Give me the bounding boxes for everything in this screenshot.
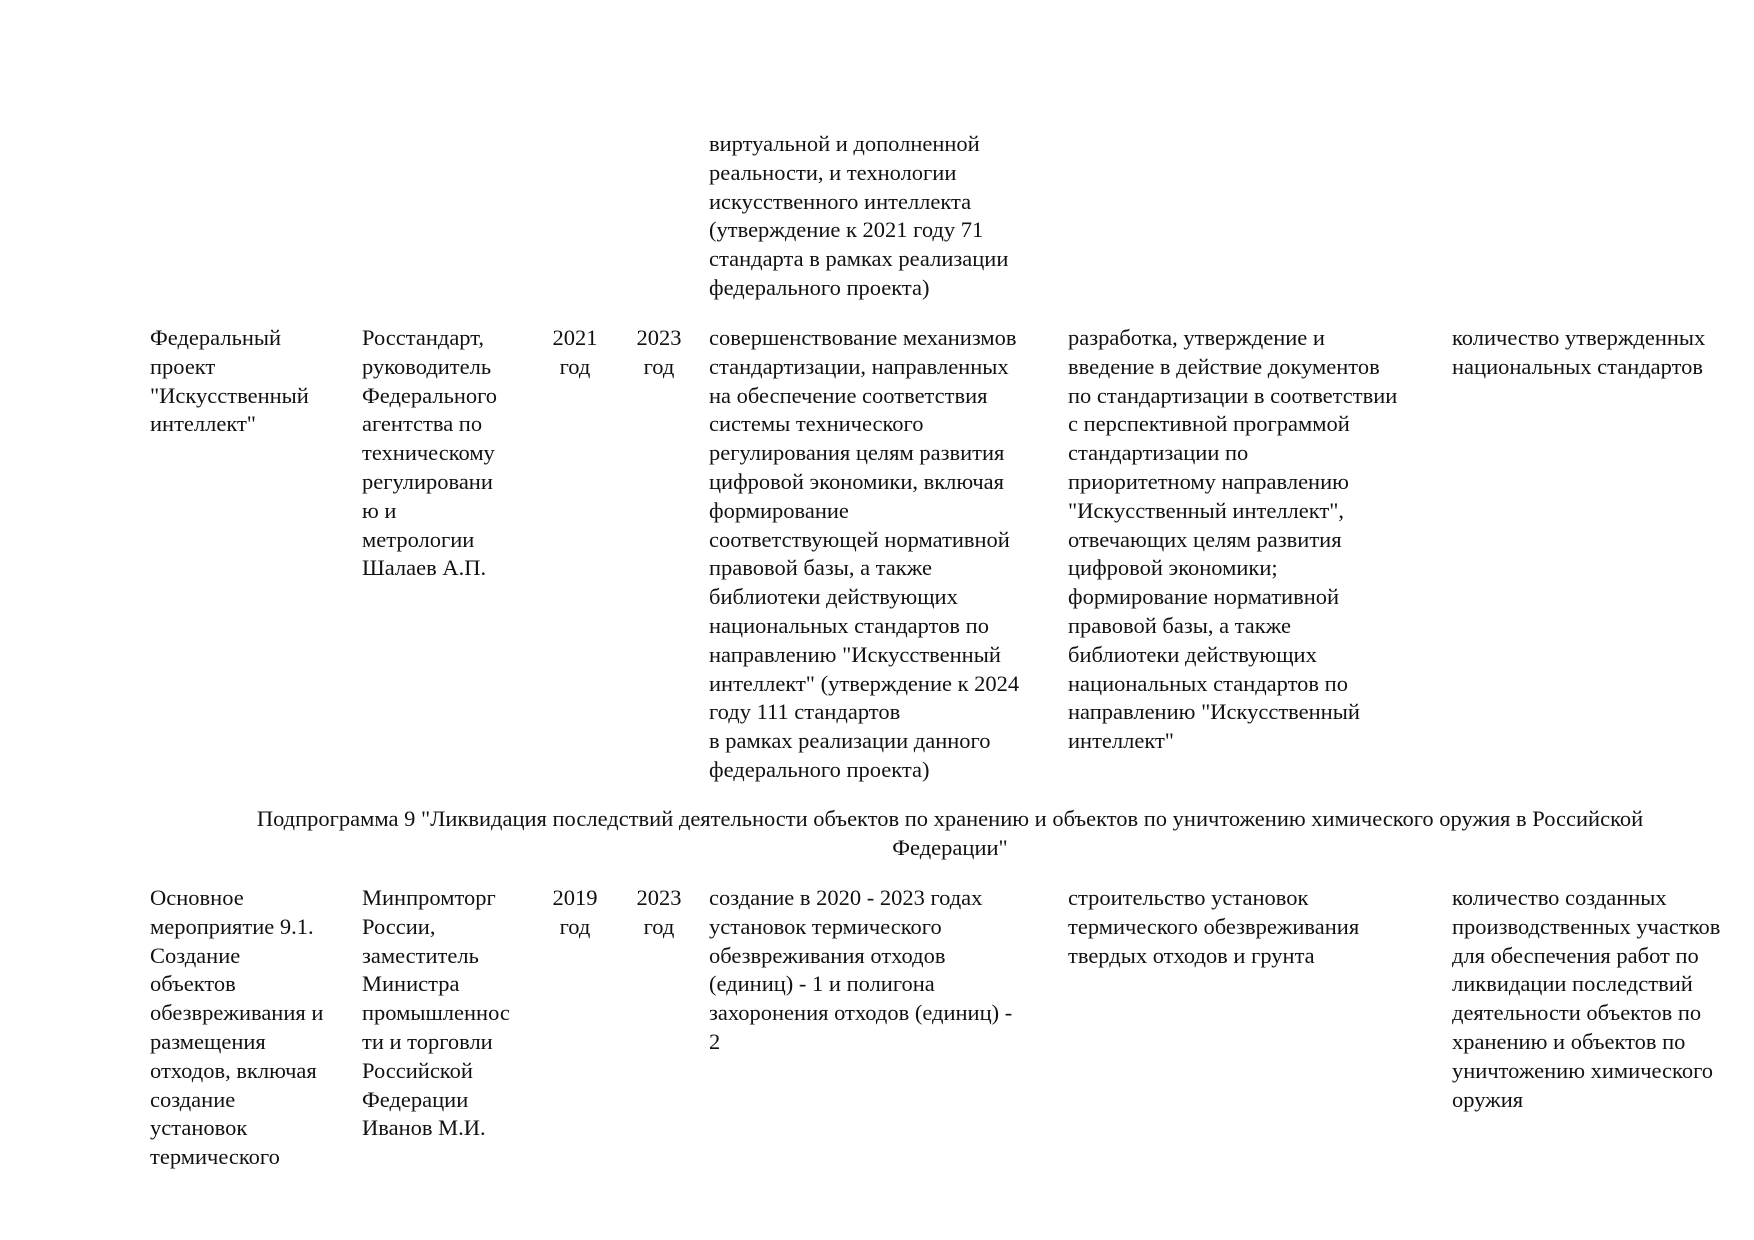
row-9-1-expected-result-line: создание в 2020 - 2023 годах (709, 885, 983, 910)
row-ai-name (150, 324, 309, 439)
row-ai-expected-result-line: федерального проекта) (709, 756, 930, 782)
row-9-1-expected-result-line: захоронения отходов (единиц) - (709, 1000, 1013, 1026)
row-9-1-start-year-line: год (559, 913, 591, 939)
subprogram-9-heading-line: Федерации" (892, 834, 1008, 860)
continuation-result-text-line: реальности, и технологии (709, 159, 957, 185)
subprogram-9-heading-line: Подпрограмма 9 "Ликвидация последствий деятельности объектов по хранению и объектов по уничтожению химического оружия в Российской (256, 806, 1644, 831)
continuation-result-text-line: виртуальной и дополненной (709, 131, 980, 156)
row-ai-expected-result-line: системы технического (709, 411, 924, 437)
row-9-1-activities-line: строительство установок (1068, 885, 1309, 910)
row-ai-expected-result-line: библиотеки действующих (709, 584, 958, 610)
row-9-1-responsible-line: Федерации (362, 1086, 469, 1112)
row-9-1-responsible-line: Министра (362, 971, 460, 997)
row-ai-name-line: Федеральный (150, 325, 282, 350)
row-ai-expected-result-line: регулирования целям развития (709, 440, 1005, 466)
continuation-result-text (709, 130, 1008, 303)
row-ai-activities-line: с перспективной программой (1068, 411, 1350, 437)
row-ai-activities (1068, 324, 1397, 756)
continuation-result-text-line: искусственного интеллекта (709, 188, 972, 214)
row-9-1-end-year (629, 884, 689, 942)
row-ai-name-line: проект (150, 353, 216, 379)
row-9-1-indicator-line: деятельности объектов по (1452, 1000, 1702, 1026)
row-9-1-responsible-line: Иванов М.И. (362, 1115, 486, 1141)
row-9-1-start-year (545, 884, 605, 942)
row-ai-name-line: интеллект" (150, 411, 256, 437)
row-9-1-name-line: термического (150, 1144, 280, 1170)
row-9-1-name-line: установок (150, 1115, 248, 1141)
row-9-1-expected-result-line: 2 (709, 1028, 721, 1054)
row-ai-start-year-line: год (559, 353, 591, 379)
row-ai-expected-result-line: в рамках реализации данного (709, 728, 991, 754)
row-9-1-start-year-line: 2019 (552, 885, 598, 910)
row-9-1-responsible-line: промышленнос (362, 1000, 510, 1026)
row-ai-activities-line: национальных стандартов по (1068, 670, 1348, 696)
row-ai-activities-line: разработка, утверждение и (1068, 325, 1325, 350)
row-9-1-responsible (362, 884, 510, 1143)
row-ai-indicator-line: национальных стандартов (1452, 353, 1704, 379)
row-ai-expected-result-line: направлению "Искусственный (709, 641, 1001, 667)
row-9-1-indicator-line: количество созданных (1452, 885, 1667, 910)
row-ai-expected-result-line: совершенствование механизмов (709, 325, 1017, 350)
row-ai-activities-line: направлению "Искусственный (1068, 699, 1360, 725)
row-9-1-activities-line: твердых отходов и грунта (1068, 942, 1315, 968)
row-ai-indicator-line: количество утвержденных (1452, 325, 1706, 350)
row-ai-start-year-line: 2021 (552, 325, 598, 350)
row-ai-expected-result-line: стандартизации, направленных (709, 353, 1009, 379)
row-9-1-indicator-line: производственных участков (1452, 913, 1721, 939)
row-ai-activities-line: библиотеки действующих (1068, 641, 1317, 667)
row-ai-end-year (629, 324, 689, 382)
row-ai-responsible-line: Росстандарт, (362, 325, 485, 350)
row-9-1-indicator-line: уничтожению химического (1452, 1057, 1714, 1083)
row-ai-responsible (362, 324, 497, 583)
row-ai-activities-line: "Искусственный интеллект", (1068, 497, 1345, 523)
row-ai-indicator (1452, 324, 1705, 382)
row-ai-activities-line: стандартизации по (1068, 440, 1249, 466)
row-ai-start-year (545, 324, 605, 382)
row-ai-activities-line: формирование нормативной (1068, 584, 1340, 610)
row-ai-expected-result-line: интеллект" (утверждение к 2024 (709, 670, 1020, 696)
row-9-1-responsible-line: заместитель (362, 942, 479, 968)
row-9-1-indicator-line: оружия (1452, 1086, 1524, 1112)
row-ai-name-line: "Искусственный (150, 382, 309, 408)
row-ai-responsible-line: регулировани (362, 468, 493, 494)
row-ai-activities-line: приоритетному направлению (1068, 468, 1349, 494)
row-ai-responsible-line: метрологии (362, 526, 475, 552)
row-9-1-name-line: Основное (150, 885, 244, 910)
row-ai-expected-result-line: формирование (709, 497, 849, 523)
row-9-1-responsible-line: Российской (362, 1057, 473, 1083)
row-ai-activities-line: цифровой экономики; (1068, 555, 1278, 581)
row-9-1-name-line: размещения (150, 1028, 266, 1054)
row-ai-expected-result-line: соответствующей нормативной (709, 526, 1010, 552)
row-ai-activities-line: отвечающих целям развития (1068, 526, 1342, 552)
row-ai-responsible-line: агентства по (362, 411, 483, 437)
row-ai-expected-result-line: национальных стандартов по (709, 612, 989, 638)
row-ai-expected-result-line: году 111 стандартов (709, 699, 901, 725)
row-9-1-name-line: обезвреживания и (150, 1000, 324, 1026)
row-ai-expected-result-line: на обеспечение соответствия (709, 382, 988, 408)
row-9-1-indicator-line: хранению и объектов по (1452, 1028, 1686, 1054)
row-9-1-name (150, 884, 323, 1172)
continuation-result-text-line: стандарта в рамках реализации (709, 246, 1009, 272)
row-ai-activities-line: правовой базы, а также (1068, 612, 1291, 638)
continuation-result-text-line: (утверждение к 2021 году 71 (709, 217, 984, 243)
subprogram-9-heading (150, 805, 1750, 863)
row-9-1-indicator-line: для обеспечения работ по (1452, 942, 1699, 968)
row-ai-expected-result-line: правовой базы, а также (709, 555, 932, 581)
row-9-1-name-line: создание (150, 1086, 236, 1112)
row-ai-end-year-line: год (643, 353, 675, 379)
row-9-1-responsible-line: ти и торговли (362, 1028, 493, 1054)
row-ai-activities-line: интеллект" (1068, 728, 1174, 754)
row-9-1-name-line: Создание (150, 942, 241, 968)
row-ai-responsible-line: ю и (362, 497, 397, 523)
row-9-1-activities (1068, 884, 1359, 970)
row-ai-expected-result-line: цифровой экономики, включая (709, 468, 1004, 494)
row-9-1-expected-result (709, 884, 1012, 1057)
row-9-1-end-year-line: год (643, 913, 675, 939)
row-9-1-indicator-line: ликвидации последствий (1452, 971, 1693, 997)
row-ai-responsible-line: руководитель (362, 353, 492, 379)
row-ai-activities-line: введение в действие документов (1068, 353, 1380, 379)
row-9-1-end-year-line: 2023 (636, 885, 682, 910)
row-9-1-name-line: мероприятие 9.1. (150, 913, 314, 939)
row-9-1-responsible-line: Минпромторг (362, 885, 496, 910)
row-9-1-expected-result-line: установок термического (709, 913, 942, 939)
continuation-result-text-line: федерального проекта) (709, 274, 930, 300)
row-ai-responsible-line: техническому (362, 440, 495, 466)
row-9-1-expected-result-line: (единиц) - 1 и полигона (709, 971, 935, 997)
row-9-1-responsible-line: России, (362, 913, 436, 939)
row-9-1-activities-line: термического обезвреживания (1068, 913, 1360, 939)
row-ai-activities-line: по стандартизации в соответствии (1068, 382, 1398, 408)
row-ai-end-year-line: 2023 (636, 325, 682, 350)
row-ai-responsible-line: Шалаев А.П. (362, 555, 487, 581)
row-9-1-expected-result-line: обезвреживания отходов (709, 942, 946, 968)
row-ai-responsible-line: Федерального (362, 382, 498, 408)
row-9-1-name-line: объектов (150, 971, 236, 997)
row-9-1-indicator (1452, 884, 1720, 1114)
row-9-1-name-line: отходов, включая (150, 1057, 317, 1083)
row-ai-expected-result (709, 324, 1019, 785)
